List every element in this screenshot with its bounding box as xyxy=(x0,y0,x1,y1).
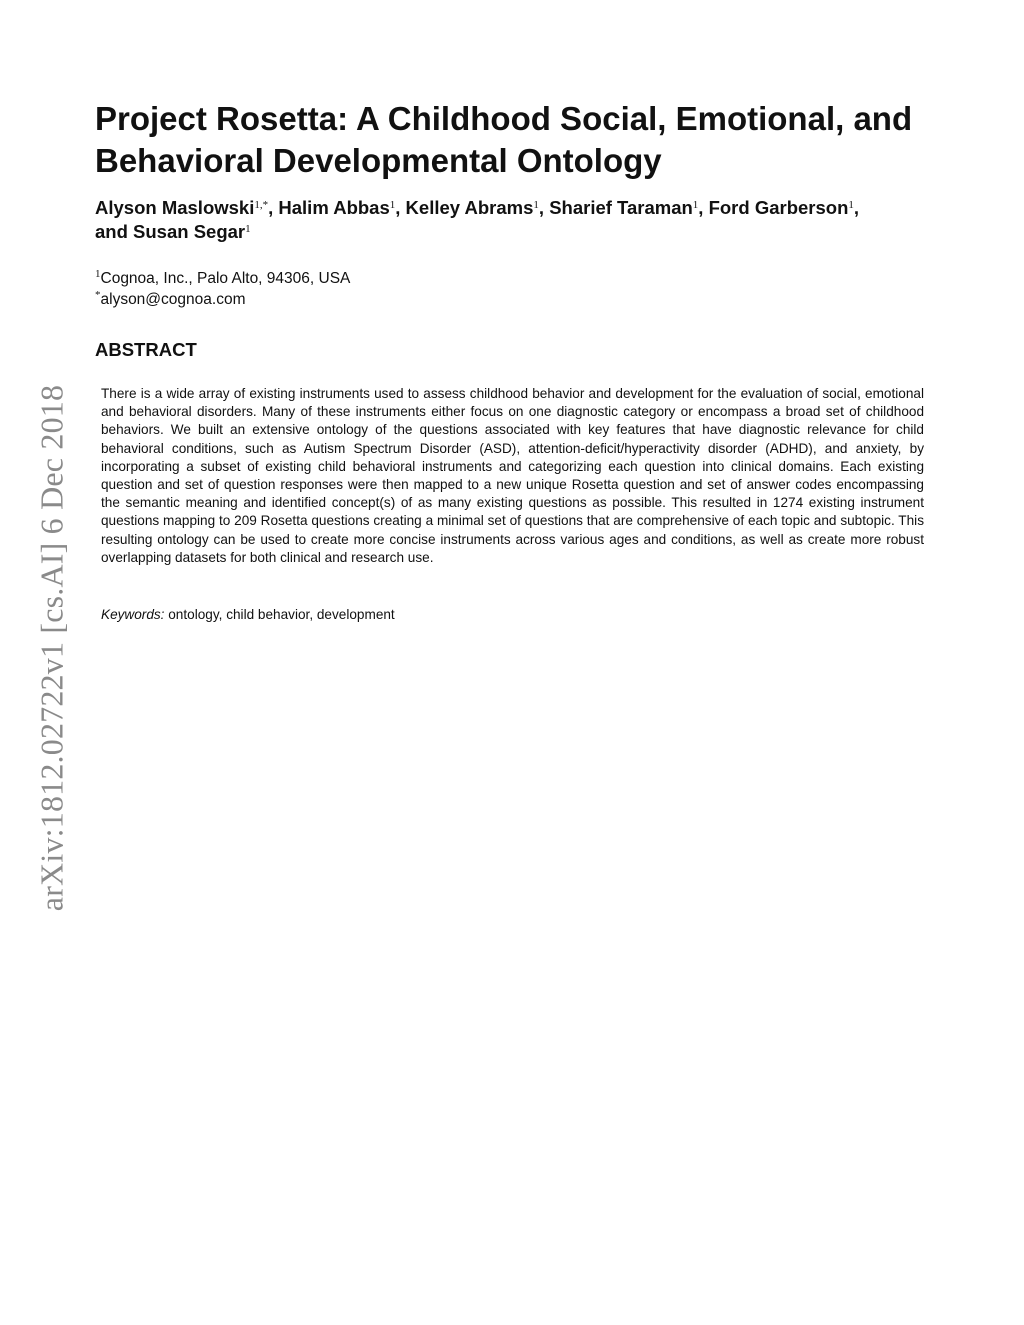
author-separator: , xyxy=(538,197,550,218)
correspondence-line xyxy=(95,289,350,310)
affiliations-block xyxy=(95,268,350,310)
author-name: Halim Abbas xyxy=(278,197,390,218)
author-separator: , xyxy=(395,197,406,218)
correspondence-email: alyson@cognoa.com xyxy=(100,291,246,308)
affiliation-text: Cognoa, Inc., Palo Alto, 94306, USA xyxy=(100,270,351,287)
affiliation-mark: 1 xyxy=(95,268,101,280)
title-line-2: Behavioral Developmental Ontology xyxy=(95,142,662,179)
author-name: Susan Segar xyxy=(133,221,246,242)
author-affiliation-mark: 1 xyxy=(848,199,854,211)
title-line-1: Project Rosetta: A Childhood Social, Emotional, and xyxy=(95,100,913,137)
author-affiliation-mark: 1 xyxy=(245,223,251,235)
author-name: Sharief Taraman xyxy=(549,197,693,218)
arxiv-side-stamp: arXiv:1812.02722v1 [cs.AI] 6 Dec 2018 xyxy=(33,384,70,912)
paper-title xyxy=(95,98,965,182)
author-name: Kelley Abrams xyxy=(405,197,534,218)
correspondence-mark: * xyxy=(95,289,101,301)
author-affiliation-mark: 1 xyxy=(533,199,539,211)
keywords-line xyxy=(101,606,395,624)
author-name: Ford Garberson xyxy=(708,197,849,218)
abstract-body: There is a wide array of existing instruments used to assess childhood behavior and development for the evaluation of social, emotional and behavioral disorders. Many of these instruments either focus on one diagnostic category or encompass a broad set of childhood behaviors. We built an extensive ontology of the questions associated with key features that have diagnostic relevance for child behavioral conditions, such as Autism Spectrum Disorder (ASD), attention-deficit/hyperactivity disorder (ADHD), and anxiety, by incorporating a subset of existing child behavioral instruments and categorizing each question into clinical domains. Each existing question and set of question responses were then mapped to a new unique Rosetta question and set of answer codes encompassing the semantic meaning and identified concept(s) of as many existing questions as possible. This resulted in 1274 existing instrument questions mapping to 209 Rosetta questions creating a minimal set of questions that are comprehensive of each topic and subtopic. This resulting ontology can be used to create more concise instruments across various ages and conditions, as well as create more robust overlapping datasets for both clinical and research use. xyxy=(101,386,924,565)
keywords-text: ontology, child behavior, development xyxy=(168,607,395,622)
author-affiliation-mark: 1 xyxy=(692,199,699,211)
abstract-heading: ABSTRACT xyxy=(95,339,197,360)
author-name: Alyson Maslowski xyxy=(95,197,255,218)
author-separator: , and xyxy=(95,197,860,242)
author-separator: , xyxy=(268,197,279,218)
keywords-label: Keywords: xyxy=(101,607,165,622)
author-list xyxy=(95,196,895,244)
author-affiliation-mark: 1,* xyxy=(254,199,269,211)
author-affiliation-mark: 1 xyxy=(389,199,396,211)
author-separator: , xyxy=(698,197,709,218)
affiliation-line xyxy=(95,268,350,289)
